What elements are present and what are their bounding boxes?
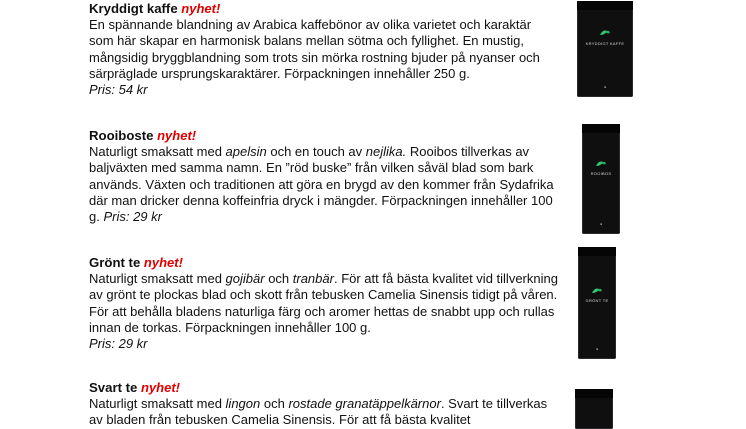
black-tea-package-image bbox=[575, 389, 613, 429]
product-name: Kryddigt kaffe bbox=[89, 1, 178, 16]
green-tea-package-image bbox=[578, 247, 616, 359]
brand-logo-icon: ● bbox=[595, 347, 599, 351]
new-badge: nyhet! bbox=[141, 380, 181, 395]
description-text: Naturligt smaksatt med bbox=[89, 396, 226, 412]
description-flavor: nejlika. bbox=[365, 144, 407, 160]
package-label: GRÖNT TE bbox=[585, 298, 609, 303]
product-svart-te bbox=[89, 380, 559, 429]
product-title bbox=[89, 380, 559, 396]
new-badge: nyhet! bbox=[181, 1, 221, 16]
package-fold bbox=[578, 247, 616, 256]
package-fold bbox=[577, 1, 633, 10]
product-name: Svart te bbox=[89, 380, 138, 395]
product-name: Rooiboste bbox=[89, 128, 154, 143]
package-fold bbox=[575, 389, 613, 398]
product-description: En spännande blandning av Arabica kaffebönor av olika varietet och karaktär som här skapar en harmonisk balans mellan sötma och fyllighet. En mustig, mångsidig bryggblandning som trots sin mörka rostning bjuder på nyanser och särpräglade ursprungskaraktärer. Förpackningen innehåller 250 g. bbox=[89, 17, 540, 81]
brand-logo-icon: ● bbox=[603, 85, 607, 89]
package-label: ROOIBOS bbox=[590, 171, 612, 176]
description-flavor: rostade granatäppelkärnor bbox=[288, 396, 441, 412]
description-flavor: lingon bbox=[225, 396, 261, 412]
product-price: Pris: 54 kr bbox=[89, 82, 148, 98]
brand-logo-icon: ● bbox=[599, 222, 603, 226]
leaf-icon bbox=[595, 160, 607, 168]
product-description bbox=[89, 271, 559, 336]
product-title bbox=[89, 128, 559, 144]
description-text: . Svart te tillverkas av bladen från tebusken Camelia Sinensis. För att få bästa kvalitet bbox=[89, 396, 548, 428]
description-text: och bbox=[264, 271, 293, 287]
description-text: Naturligt smaksatt med bbox=[89, 271, 226, 287]
package-fold bbox=[582, 124, 620, 133]
product-price: Pris: 29 kr bbox=[103, 209, 162, 225]
description-flavor: tranbär bbox=[292, 271, 334, 287]
product-title bbox=[89, 1, 559, 17]
description-flavor: apelsin bbox=[225, 144, 267, 160]
new-badge: nyhet! bbox=[143, 255, 183, 270]
product-description bbox=[89, 396, 559, 428]
coffee-package-image bbox=[577, 1, 633, 97]
product-name: Grönt te bbox=[89, 255, 141, 270]
product-gront-te bbox=[89, 255, 559, 352]
description-flavor: gojibär bbox=[225, 271, 265, 287]
description-text: Naturligt smaksatt med bbox=[89, 144, 226, 160]
product-rooiboste bbox=[89, 128, 559, 225]
description-text: Rooibos tillverkas av baljväxten med samma namn. En ”röd buske” från vilken såväl blad som bark används. Växten och traditionen att göra en brygd av den kommer från Sydafrika där man dricker denna koffeinfria dryck i mängder. Förpackningen innehåller 100 g. bbox=[89, 144, 554, 225]
package-label: KRYDDIGT KAFFE bbox=[585, 41, 625, 46]
description-text: . För att få bästa kvalitet vid tillverkning av grönt te plockas blad och skott från tebusken Camelia Sinensis tidigt på våren. För att behålla bladens naturliga färg och aromer hettas de snabbt upp och rullas innan de torkas. Förpackningen innehåller 100 g. bbox=[89, 271, 558, 335]
leaf-icon bbox=[591, 287, 603, 295]
new-badge: nyhet! bbox=[157, 128, 197, 143]
leaf-icon bbox=[599, 29, 611, 37]
product-description bbox=[89, 144, 559, 225]
product-title bbox=[89, 255, 559, 271]
product-kryddigt-kaffe bbox=[89, 1, 559, 98]
rooibos-package-image bbox=[582, 124, 620, 234]
product-price: Pris: 29 kr bbox=[89, 336, 148, 352]
description-text: och en touch av bbox=[266, 144, 366, 160]
description-text: och bbox=[260, 396, 289, 412]
